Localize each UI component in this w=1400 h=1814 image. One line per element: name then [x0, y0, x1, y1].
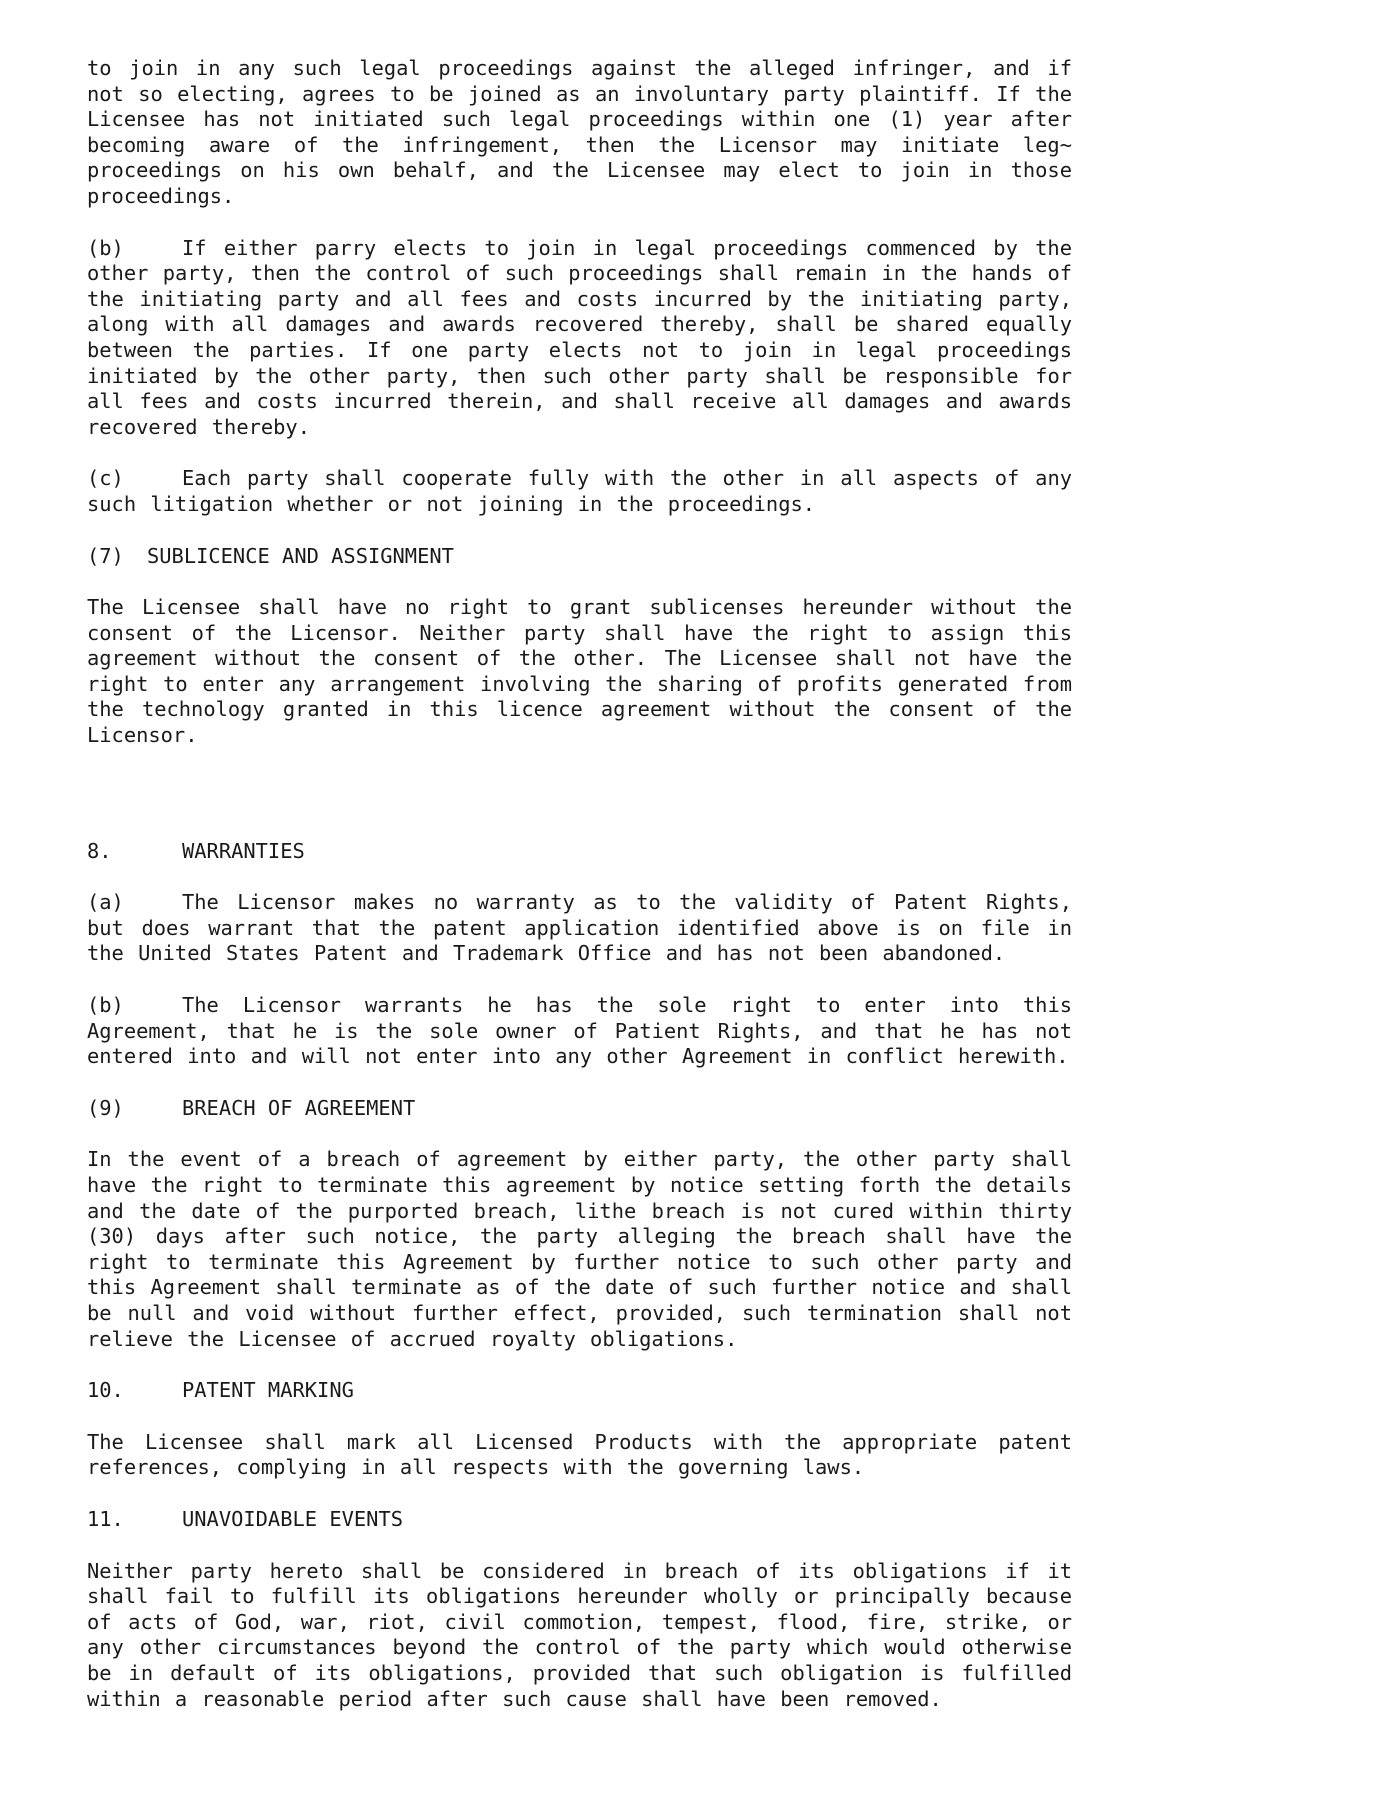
clause-text: Each party shall cooperate fully with the other in all aspects of any such litigation whether or not joining in the proceedings. [87, 466, 1072, 516]
section-number: (7) [87, 543, 124, 568]
paragraph-breach: In the event of a breach of agreement by either party, the other party shall have the right to terminate this agreement by notice setting forth the details and the date of the purported breach, lithe breach is not cured within thirty (30) days after such notice, the party alleging the breach shall have the right to terminate this Agreement by further notice to such other party and this Agreement shall terminate as of the date of such further notice and shall be null and void without further effect, provided, such termination shall not relieve the Licensee of accrued royalty obligations. [87, 1147, 1072, 1351]
section-heading-warranties [87, 839, 1072, 865]
clause-label: (b) [87, 993, 124, 1018]
clause-label: (a) [87, 890, 124, 915]
section-number: 11. [87, 1506, 124, 1531]
section-title: PATENT MARKING [182, 1378, 354, 1403]
section-heading-sublicence [87, 544, 1072, 570]
paragraph-b-joint-proceedings [87, 236, 1072, 441]
section-title: UNAVOIDABLE EVENTS [182, 1506, 403, 1531]
section-title: WARRANTIES [182, 838, 305, 863]
paragraph-8b-sole-right [87, 993, 1072, 1070]
paragraph-8a-validity [87, 890, 1072, 967]
paragraph-c-cooperation [87, 466, 1072, 517]
paragraph-patent-marking: The Licensee shall mark all Licensed Products with the appropriate patent references, complying in all respects with the governing laws. [87, 1429, 1072, 1480]
section-number: 8. [87, 838, 112, 863]
clause-text: The Licensor warrants he has the sole right to enter into this Agreement, that he is the sole owner of Patient Rights, and that he has not entered into and will not enter into any other Agreement in conflict herewith. [87, 993, 1072, 1069]
section-heading-breach [87, 1096, 1072, 1122]
document-page [87, 56, 1072, 1738]
clause-label: (b) [87, 235, 124, 260]
clause-text: The Licensor makes no warranty as to the validity of Patent Rights, but does warrant that the patent application identified above is on file in the United States Patent and Trademark Office and has not been abandoned. [87, 890, 1072, 966]
paragraph-sublicence: The Licensee shall have no right to grant sublicenses hereunder without the consent of the Licensor. Neither party shall have the right to assign this agreement without the consent of the other. The Licensee shall not have the right to enter any arrangement involving the sharing of profits generated from the technology granted in this licence agreement without the consent of the Licensor. [87, 595, 1072, 748]
clause-text: If either parry elects to join in legal proceedings commenced by the other party, then the control of such proceedings shall remain in the hands of the initiating party and all fees and costs incurred by the initiating party, along with all damages and awards recovered thereby, shall be shared equally between the parties. If one party elects not to join in legal proceedings initiated by the other party, then such other party shall be responsible for all fees and costs incurred therein, and shall receive all damages and awards recovered thereby. [87, 235, 1072, 439]
paragraph-legal-proceedings-continued: to join in any such legal proceedings against the alleged infringer, and if not so electing, agrees to be joined as an involuntary party plaintiff. If the Licensee has not initiated such legal proceedings within one (1) year after becoming aware of the infringement, then the Licensor may initiate leg~ proceedings on his own behalf, and the Licensee may elect to join in those proceedings. [87, 56, 1072, 208]
section-number: 10. [87, 1378, 124, 1403]
section-heading-unavoidable-events [87, 1507, 1072, 1533]
section-gap [87, 775, 1072, 839]
section-number: (9) [87, 1095, 124, 1120]
section-heading-patent-marking [87, 1378, 1072, 1404]
section-title: SUBLICENCE AND ASSIGNMENT [147, 543, 454, 568]
clause-label: (c) [87, 466, 124, 491]
section-title: BREACH OF AGREEMENT [182, 1095, 416, 1120]
paragraph-unavoidable-events: Neither party hereto shall be considered in breach of its obligations if it shall fail to fulfill its obligations hereunder wholly or principally because of acts of God, war, riot, civil commotion, tempest, flood, fire, strike, or any other circumstances beyond the control of the party which would otherwise be in default of its obligations, provided that such obligation is fulfilled within a reasonable period after such cause shall have been removed. [87, 1558, 1072, 1711]
